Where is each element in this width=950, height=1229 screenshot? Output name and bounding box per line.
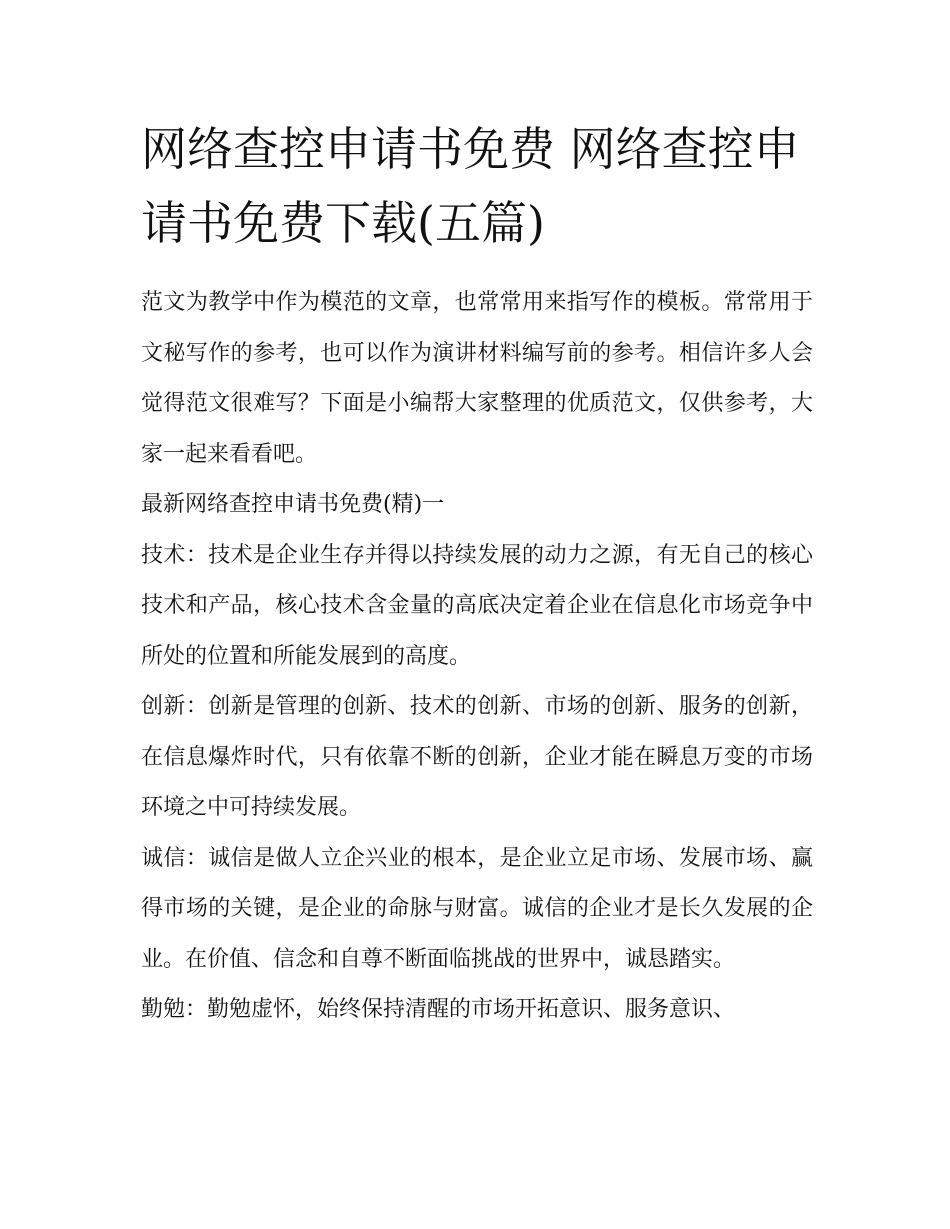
document-content <box>141 112 813 1036</box>
document-title: 网络查控申请书免费 网络查控申请书免费下载(五篇) <box>141 122 800 250</box>
section-heading: 最新网络查控申请书免费(精)一 <box>141 492 445 517</box>
intro-paragraph: 范文为教学中作为模范的文章，也常常用来指写作的模板。常常用于文秘写作的参考，也可以作为演讲材料编写前的参考。相信许多人会觉得范文很难写？下面是小编帮大家整理的优质范文，仅供参考，大家一起来看看吧。 <box>141 290 813 467</box>
paragraph-integrity: 诚信：诚信是做人立企兴业的根本，是企业立足市场、发展市场、赢得市场的关键，是企业的命脉与财富。诚信的企业才是长久发展的企业。在价值、信念和自尊不断面临挑战的世界中，诚恳踏实。 <box>141 845 813 972</box>
document-body <box>141 278 813 1036</box>
paragraph-technology: 技术：技术是企业生存并得以持续发展的动力之源，有无自己的核心技术和产品，核心技术含金量的高底决定着企业在信息化市场竞争中所处的位置和所能发展到的高度。 <box>141 542 813 669</box>
paragraph-innovation: 创新：创新是管理的创新、技术的创新、市场的创新、服务的创新，在信息爆炸时代，只有依靠不断的创新，企业才能在瞬息万变的市场环境之中可持续发展。 <box>141 694 813 820</box>
paragraph-diligence: 勤勉：勤勉虚怀，始终保持清醒的市场开拓意识、服务意识、 <box>141 997 736 1022</box>
